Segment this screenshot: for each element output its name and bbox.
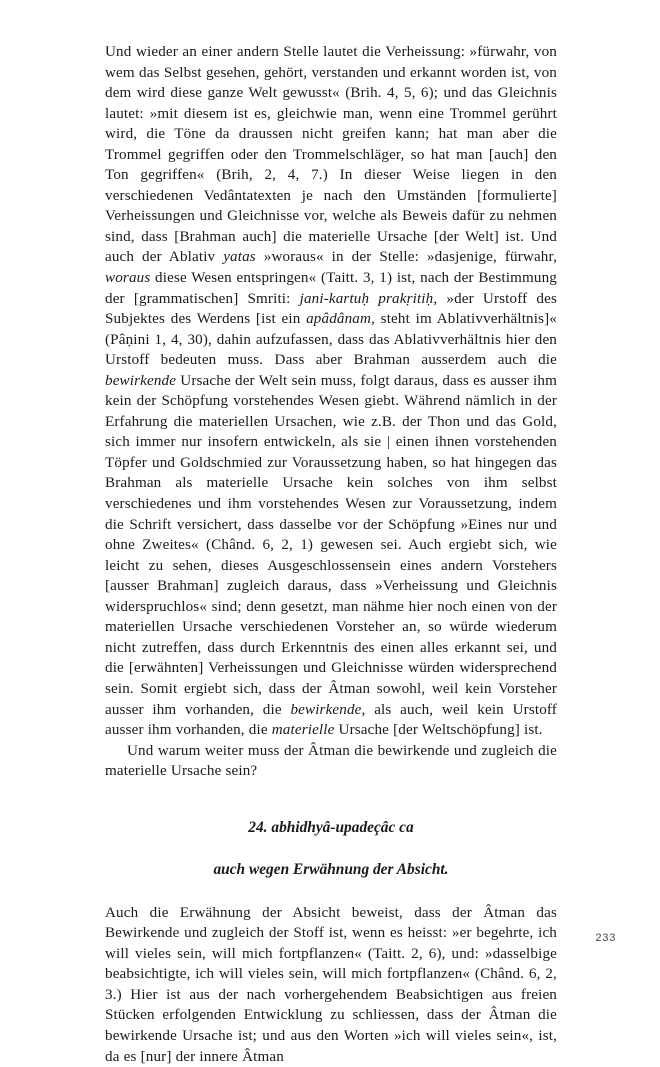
paragraph-1-segment-b: »woraus« in der Stelle: »dasjenige, fürwahr, [255,249,557,266]
paragraph-1-segment-f: Ursache der Welt sein muss, folgt daraus, dass es ausser ihm kein der Schöpfung vorstehendes Wesen giebt. Während nämlich in der Erfahrung die materiellen Ursachen, wie z.B. der Thon und das Gold, sich immer nur insofern entwickeln, als sie | einen ihnen vorstehenden Töpfer und Goldschmied zur Voraussetzung haben, so hat hingegen das Brahman als materielle Ursache kein solches von ihm selbst verschiedenes und ihm vorstehendes Wesen zur Voraussetzung, indem die Schrift versichert, dass dasselbe vor der Schöpfung »Eines nur und ohne Zweites« (Chând. 6, 2, 1) gewesen sei. Auch ergiebt sich, wie leicht zu sehen, dieses Ausgeschlossensein eines andern Vorstehers [ausser Brahman] zugleich daraus, dass »Verheissung und Gleichnis widerspruchlos« sind; denn gesetzt, man nähme hier noch einen von der materiellen Ursache verschiedenen Vorsteher an, so würde wiederum nicht zutreffen, dass durch Erkenntnis des einen alles erkannt sei, und die [erwähnten] Verheissungen und Gleichnisse würden widersprechend sein. Somit ergiebt sich, dass der Âtman sowohl, weil kein Vorsteher ausser ihm vorhanden, die [105,372,557,718]
sutra-translation: auch wegen Erwähnung der Absicht. [213,861,449,879]
paragraph-1-segment-a: Und wieder an einer andern Stelle lautet die Verheissung: »fürwahr, von wem das Selbst gesehen, gehört, verstanden und erkannt worden ist, von dem wird diese ganze Welt gewusst« (Brih. 4, 5, 6); und das Gleichnis lautet: »mit diesem ist es, gleichwie man, wenn eine Trommel gerührt wird, die Töne da draussen nicht greifen kann; hat man aber die Trommel gegriffen oder den Trommelschläger, so hat man [auch] den Ton gegriffen« (Brih, 2, 4, 7.) In dieser Weise liegen in den verschiedenen Vedântatexten je nach den Umständen [formulierte] Verheissungen und Gleichnisse vor, welche als Beweis dafür zu nehmen sind, dass [Brahman auch] die materielle Ursache [der Welt] ist. Und auch der Ablativ [105,44,557,266]
paragraph-body-2: Und warum weiter muss der Âtman die bewirkende und zugleich die materielle Ursache sein? [105,742,557,780]
paragraph-1-segment-c: diese Wesen entspringen« (Taitt. 3, 1) ist, nach der Bestimmung der [grammatischen] Smriti: [105,270,557,307]
paragraph-1-italic-bewirkende: bewirkende [105,372,177,389]
page-number: 233 [595,932,616,944]
page-text-block [105,42,557,1067]
paragraph-1-italic-jani-kartuh-prakritih: jani-kartuḥ prakṛitiḥ, [299,290,438,307]
paragraph-1-segment-d: »der Urstoff des Subjektes des Werdens [ist ein [105,290,557,328]
paragraph-body-3: Auch die Erwähnung der Absicht beweist, dass der Âtman das Bewirkende und zugleich der Stoff ist, wenn es heisst: »er begehrte, ich will vieles sein, will mich fortpflanzen« (Taitt. 2, 6), und: »dasselbige beabsichtigte, ich will vieles sein, will mich fortpflanzen« (Chând. 6, 2, 3.) Hier ist aus der nach vorhergehendem Beabsichtigen aus freien Stücken erfolgenden Entwicklung zu schliessen, dass der Âtman die bewirkende Ursache ist; und aus den Worten »ich will vieles sein«, ist, da es [nur] der innere Âtman [105,904,557,1065]
paragraph-1-italic-woraus: woraus [105,270,151,287]
paragraph-1-segment-h: Ursache [der Weltschöpfung] ist. [334,722,543,739]
paragraph-1-segment-e: steht im Ablativverhältnis]« (Pâṇini 1, 4, 30), dahin aufzufassen, dass das Ablativverhältnis hier den Urstoff bedeuten muss. Dass aber Brahman ausserdem auch die [105,311,557,369]
paragraph-1-italic-yatas: yatas [223,249,256,266]
paragraph-1-italic-materielle: materielle [271,722,335,739]
paragraph-body-1 [105,42,557,741]
paragraph-1-italic-apadanam: apâdânam, [306,311,375,328]
paragraph-1-segment-g: als auch, weil kein Urstoff ausser ihm vorhanden, die [105,701,557,739]
paragraph-1-italic-bewirkende-2: bewirkende, [290,701,366,718]
sutra-heading: 24. abhidhyâ-upadeçâc ca [248,818,414,836]
